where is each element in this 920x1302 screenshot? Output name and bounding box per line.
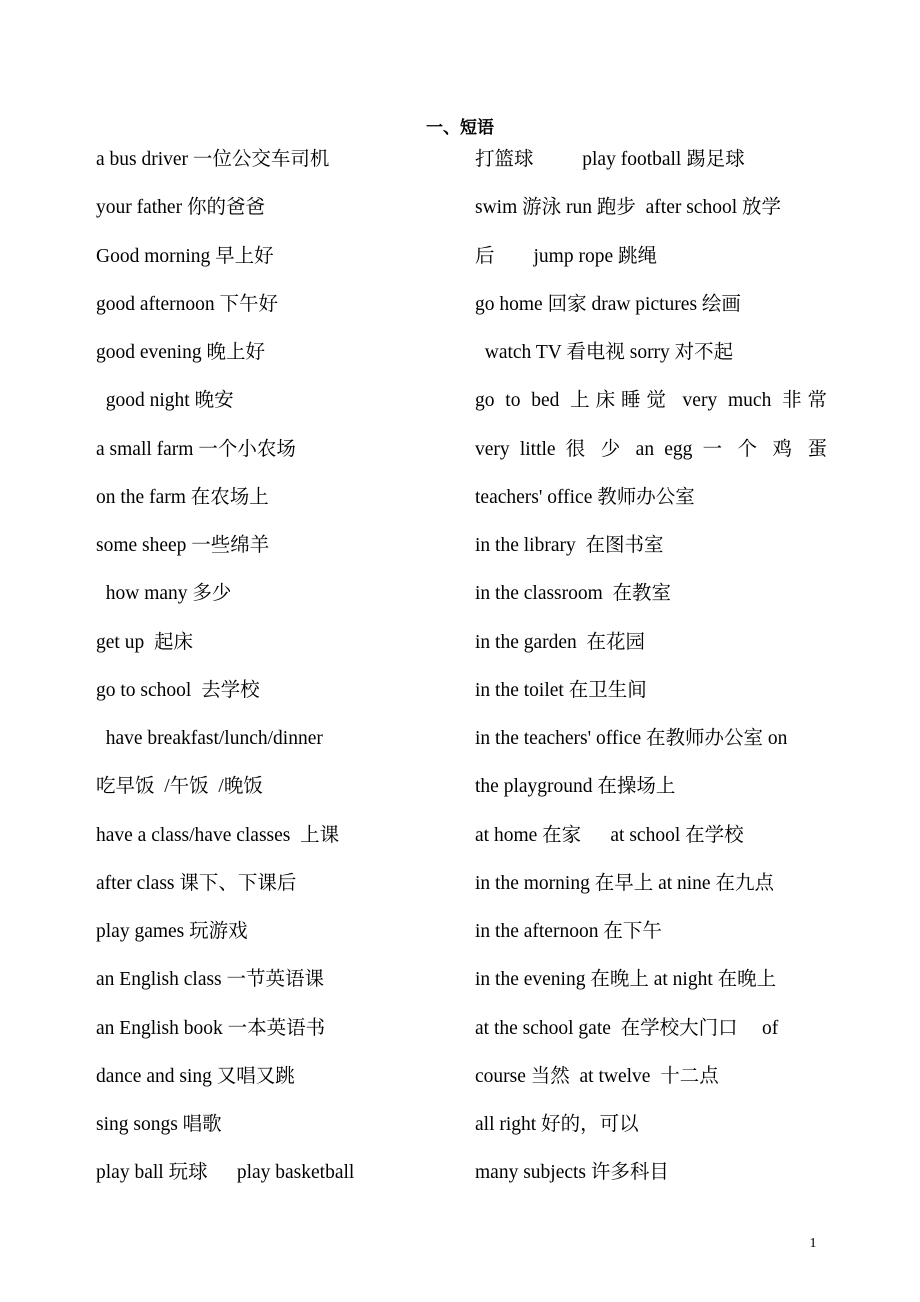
phrase-line: play games 玩游戏 xyxy=(96,921,248,942)
right-column xyxy=(475,144,827,1206)
phrase-line: sing songs 唱歌 xyxy=(96,1114,222,1135)
phrase-line: your father 你的爸爸 xyxy=(96,197,265,219)
phrase-line: at home 在家 at school 在学校 xyxy=(475,824,744,846)
phrase-line: play ball 玩球 play basketball xyxy=(96,1162,355,1184)
phrase-line: an English book 一本英语书 xyxy=(96,1017,326,1039)
phrase-line: at the school gate 在学校大门口 of xyxy=(475,1017,779,1039)
phrase-line: teachers' office 教师办公室 xyxy=(475,486,695,508)
phrase-line: in the classroom 在教室 xyxy=(475,583,672,605)
phrase-line: get up 起床 xyxy=(96,631,193,653)
page-number: 1 xyxy=(809,1236,817,1251)
phrase-line: in the morning 在早上 at nine 在九点 xyxy=(475,872,774,894)
phrase-line: in the garden 在花园 xyxy=(475,631,646,653)
phrase-line: in the teachers' office 在教师办公室 on xyxy=(475,728,788,749)
phrase-line: in the evening 在晚上 at night 在晚上 xyxy=(475,969,777,991)
phrase-line: have a class/have classes 上课 xyxy=(96,824,340,846)
phrase-line: 打篮球 play football 踢足球 xyxy=(475,149,745,170)
phrase-line: dance and sing 又唱又跳 xyxy=(96,1065,295,1087)
phrase-line: in the library 在图书室 xyxy=(475,535,664,556)
phrase-line: swim 游泳 run 跑步 after school 放学 xyxy=(475,197,782,219)
phrase-line: good afternoon 下午好 xyxy=(96,293,278,315)
phrase-line: go home 回家 draw pictures 绘画 xyxy=(475,293,741,315)
phrase-line: very little 很 少 an egg 一 个 鸡 蛋 xyxy=(475,438,827,460)
phrase-line: 后 jump rope 跳绳 xyxy=(475,245,657,267)
phrase-line: a small farm 一个小农场 xyxy=(96,438,296,460)
phrase-line: in the toilet 在卫生间 xyxy=(475,679,647,701)
phrase-line: 吃早饭 /午饭 /晚饭 xyxy=(96,776,263,798)
phrase-line: after class 课下、下课后 xyxy=(96,872,297,894)
phrase-line: some sheep 一些绵羊 xyxy=(96,535,270,556)
phrase-line: on the farm 在农场上 xyxy=(96,486,269,508)
phrase-line: Good morning 早上好 xyxy=(96,245,274,267)
left-column xyxy=(96,144,456,1206)
phrase-line: a bus driver 一位公交车司机 xyxy=(96,149,330,170)
phrase-line: watch TV 看电视 sorry 对不起 xyxy=(475,342,734,363)
phrase-line: how many 多少 xyxy=(96,583,232,605)
page-title: 一、短语 xyxy=(426,118,494,137)
phrase-line: the playground 在操场上 xyxy=(475,776,676,798)
phrase-line: good night 晚安 xyxy=(96,390,234,412)
phrase-line: go to school 去学校 xyxy=(96,679,260,701)
phrase-line: course 当然 at twelve 十二点 xyxy=(475,1065,719,1087)
phrase-line: good evening 晚上好 xyxy=(96,342,265,363)
phrase-line: go to bed 上床睡觉 very much 非常 xyxy=(475,390,827,412)
phrase-line: all right 好的，可以 xyxy=(475,1114,639,1135)
phrase-line: many subjects 许多科目 xyxy=(475,1162,669,1184)
phrase-line: in the afternoon 在下午 xyxy=(475,921,662,942)
phrase-line: an English class 一节英语课 xyxy=(96,969,325,991)
phrase-line: have breakfast/lunch/dinner xyxy=(96,728,323,749)
